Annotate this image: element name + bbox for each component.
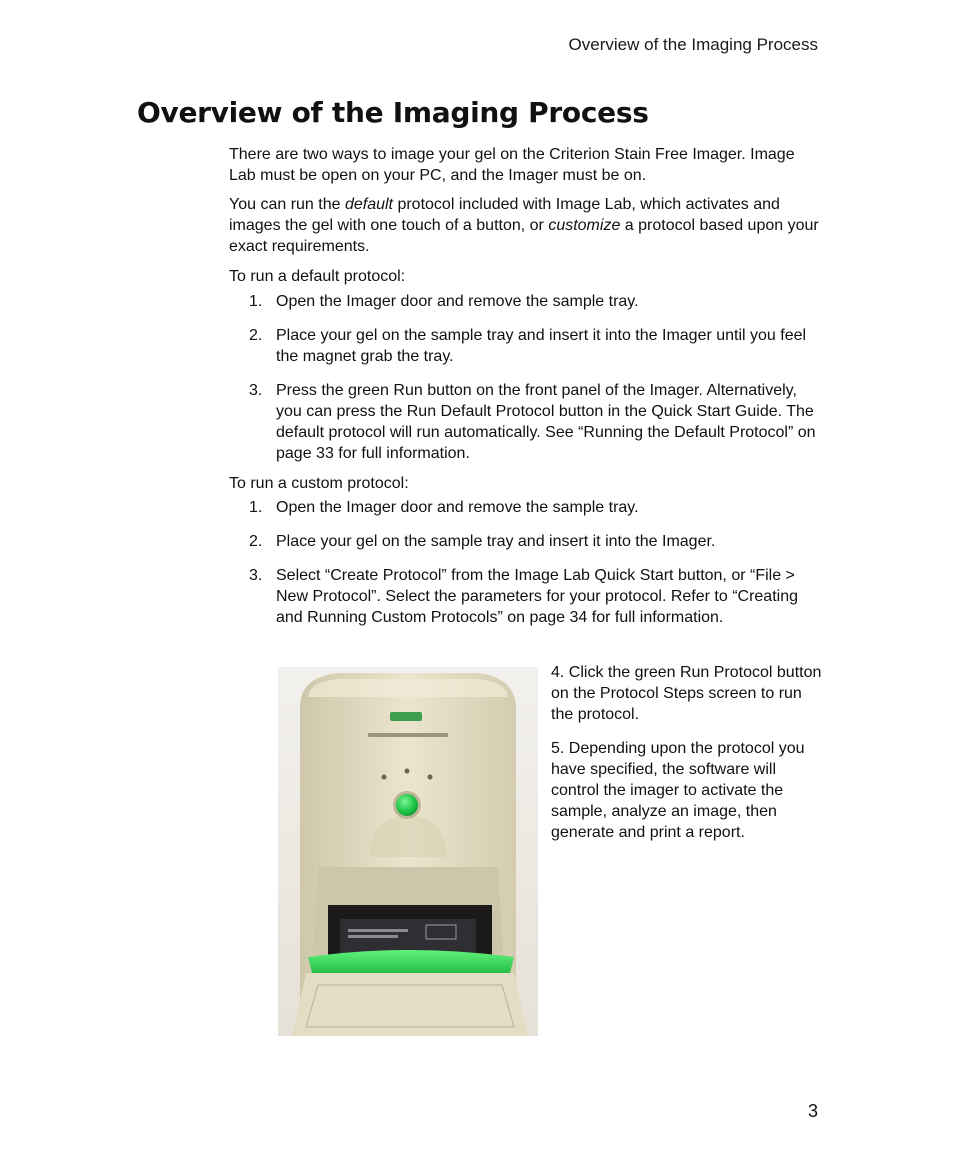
- intro-text-part: a protocol based upon your exact requirements.: [229, 217, 819, 255]
- emphasis-default: default: [344, 196, 393, 213]
- step-text: Place your gel on the sample tray and insert it into the Imager until you feel the magnet grab the tray.: [276, 327, 807, 365]
- bio-rad-logo: [390, 712, 422, 721]
- step-text: Press the green Run button on the front panel of the Imager. Alternatively, you can press the Run Default Protocol button in the Quick Start Guide. The default protocol will run automatically. See “Running the Default Protocol” on page 33 for full information.: [276, 382, 816, 462]
- side-step-5: 5. Depending upon the protocol you have specified, the software will control the imager to activate the sample, analyze an image, then generate and print a report.: [551, 740, 805, 841]
- step-number: 1.: [249, 499, 263, 516]
- running-header: Overview of the Imaging Process: [568, 35, 818, 54]
- intro-paragraph-2: [229, 194, 821, 257]
- list-item: [249, 531, 821, 552]
- custom-protocol-steps: [249, 497, 821, 628]
- list-item: [249, 497, 821, 518]
- imager-photo: [278, 667, 538, 1036]
- intro-text-part: protocol included with Image Lab, which activates and images the gel with one touch of a button, or: [229, 196, 780, 234]
- default-protocol-lead: To run a default protocol:: [229, 268, 406, 285]
- indicator-led: [405, 769, 410, 774]
- step-number: 3.: [249, 567, 263, 584]
- step-number: 2.: [249, 327, 263, 344]
- list-item: [249, 325, 821, 367]
- step-number: 2.: [249, 533, 263, 550]
- default-protocol-steps: [249, 291, 821, 464]
- list-item: [249, 565, 821, 628]
- list-item: [249, 380, 821, 464]
- imager-top-shade: [308, 679, 508, 697]
- intro-text: There are two ways to image your gel on the Criterion Stain Free Imager. Image Lab must be open on your PC, and the Imager must be on.: [229, 146, 795, 184]
- intro-paragraph-1: [229, 144, 821, 186]
- step-text: Select “Create Protocol” from the Image Lab Quick Start button, or “File > New Protocol”. Select the parameters for your protocol. Refer to “Creating and Running Custom Protocols” on page 34 for full information.: [276, 567, 798, 626]
- intro-text-2: [229, 194, 821, 257]
- step-text: Place your gel on the sample tray and insert it into the Imager.: [276, 533, 716, 550]
- step-text: Open the Imager door and remove the sample tray.: [276, 499, 639, 516]
- custom-protocol-lead: To run a custom protocol:: [229, 475, 409, 492]
- model-label: [368, 733, 448, 737]
- page-number: 3: [807, 1101, 818, 1121]
- side-steps: [551, 662, 823, 856]
- tray-label: [348, 929, 408, 932]
- step-number: 1.: [249, 293, 263, 310]
- side-step-4: 4. Click the green Run Protocol button on the Protocol Steps screen to run the protocol.: [551, 664, 822, 723]
- step-number: 3.: [249, 382, 263, 399]
- list-item: [249, 291, 821, 312]
- run-button: [396, 794, 418, 816]
- step-text: Open the Imager door and remove the sample tray.: [276, 293, 639, 310]
- indicator-led: [428, 775, 433, 780]
- tray-label: [348, 935, 398, 938]
- intro-text-part: You can run the: [229, 196, 345, 213]
- page-title: Overview of the Imaging Process: [137, 96, 649, 129]
- indicator-led: [382, 775, 387, 780]
- emphasis-customize: customize: [548, 217, 621, 234]
